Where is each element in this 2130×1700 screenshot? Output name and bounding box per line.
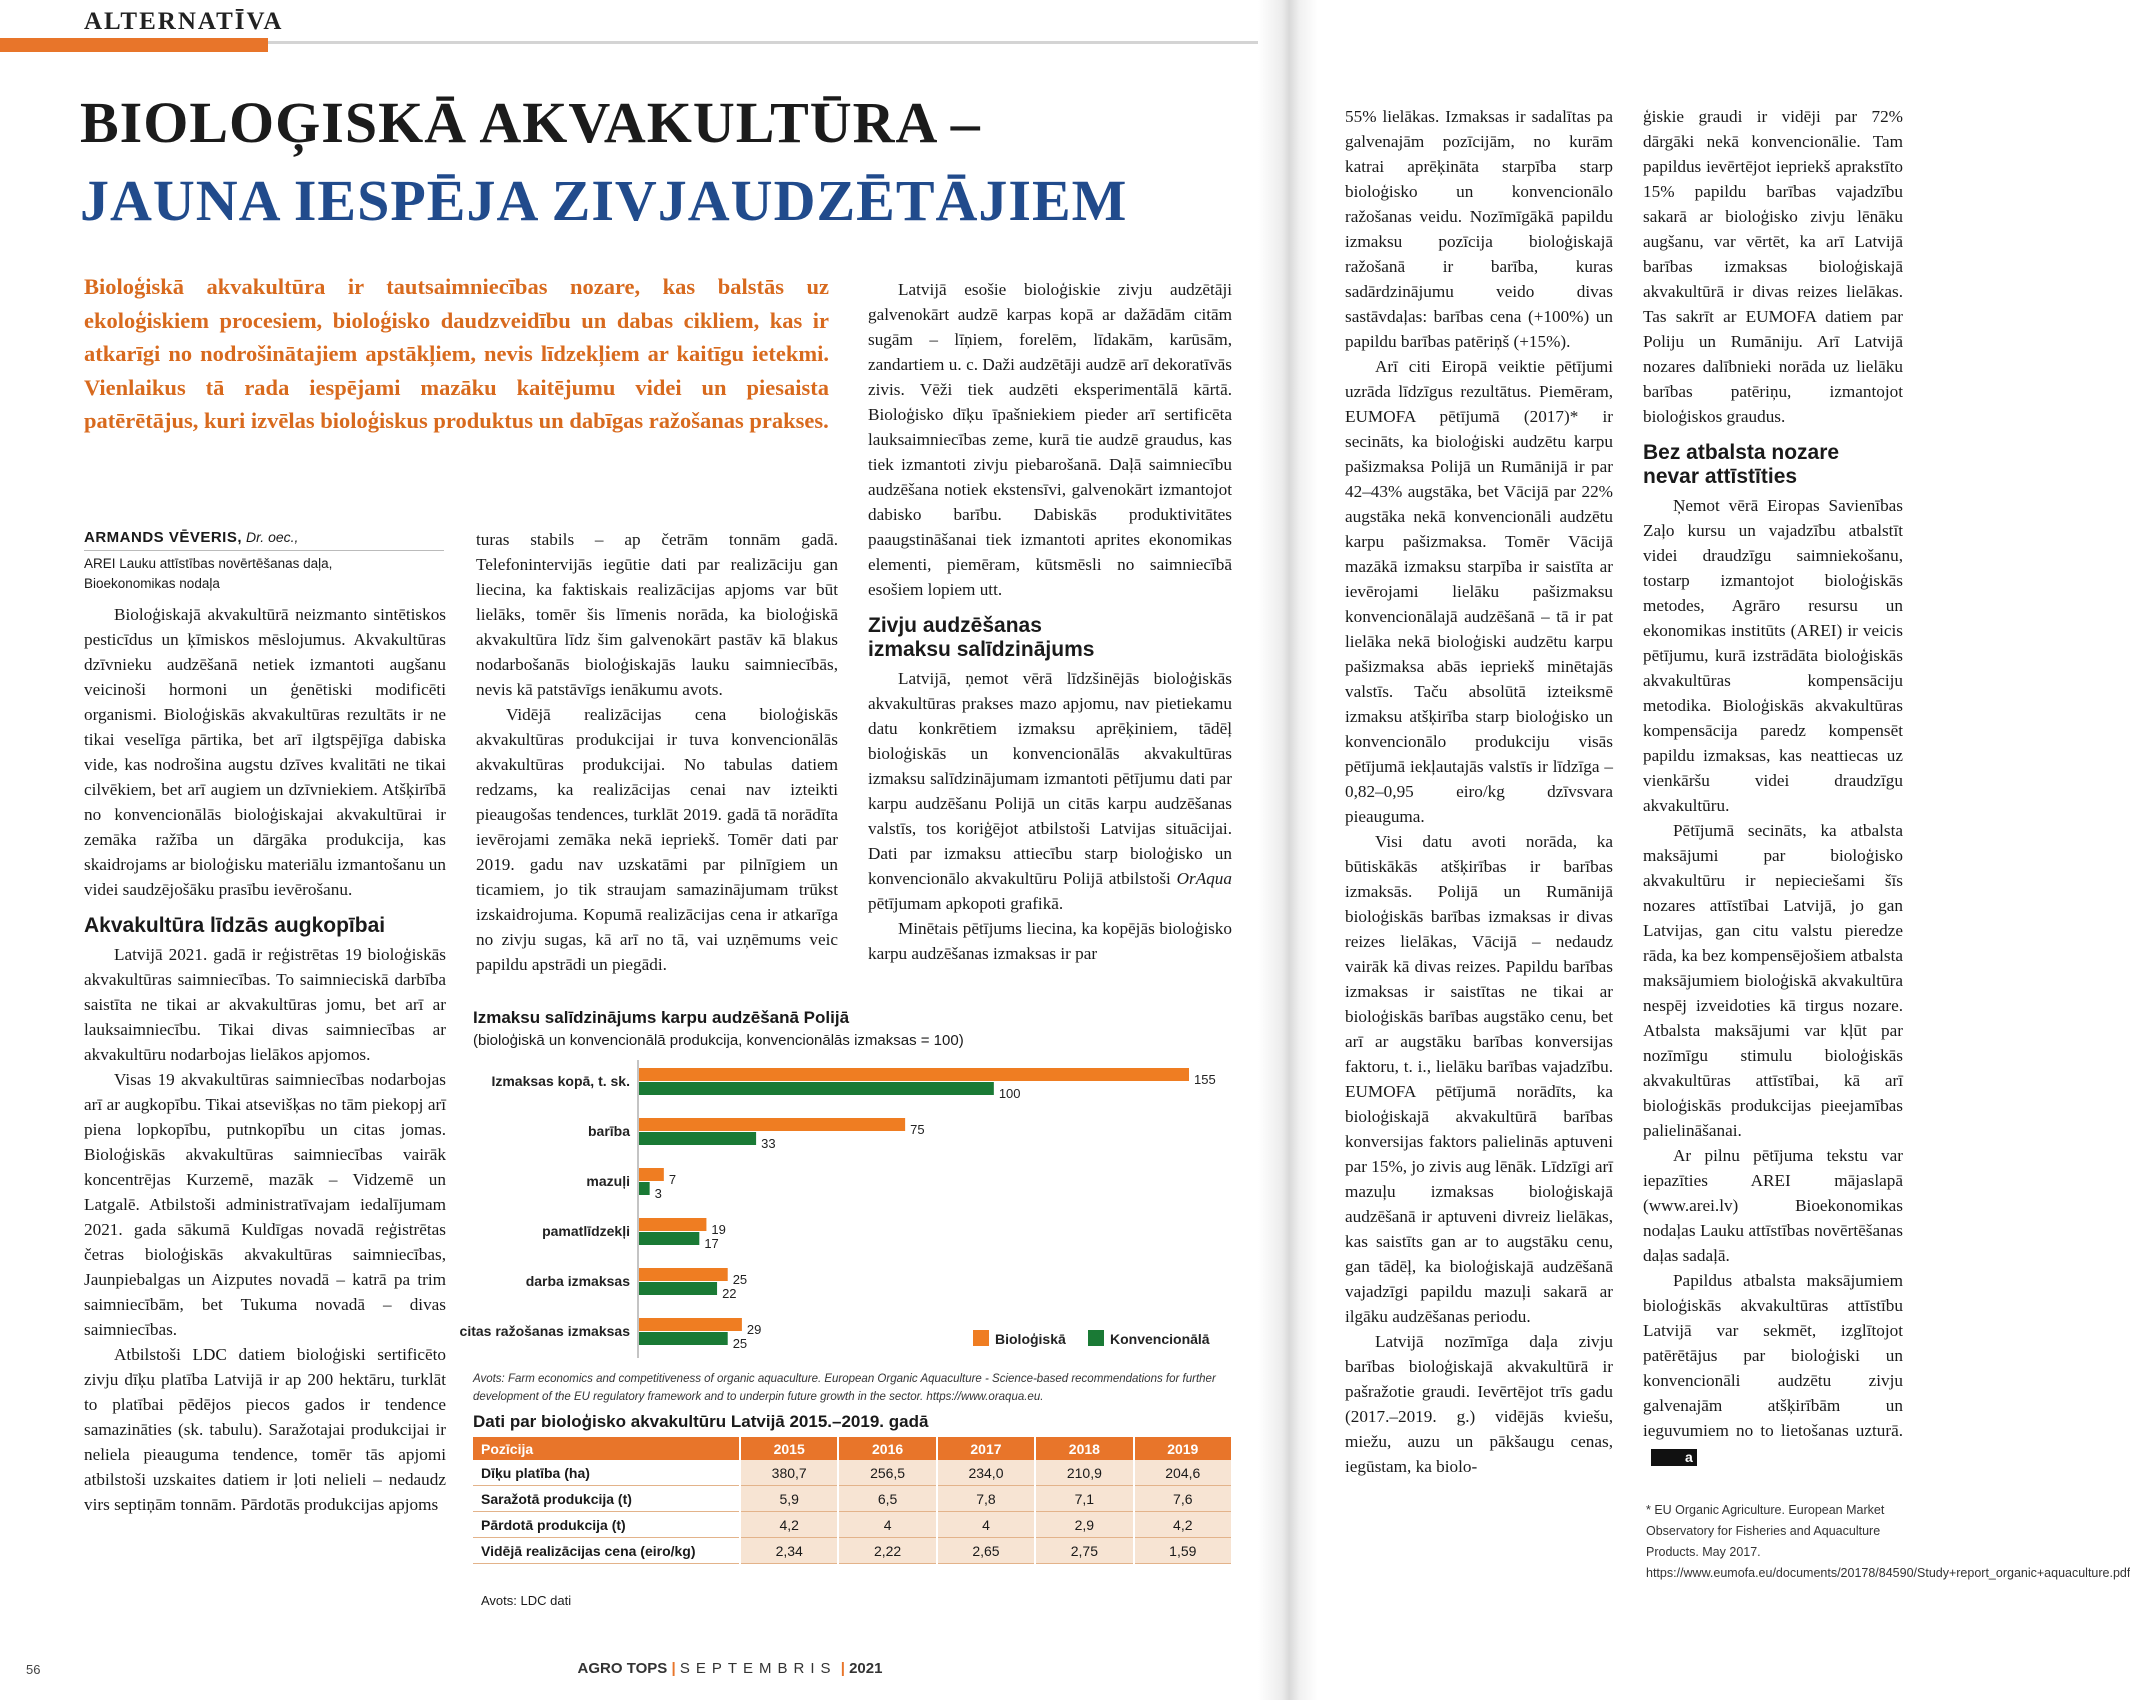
magazine-name: AGRO TOPS xyxy=(577,1660,668,1677)
author-name: ARMANDS VĒVERIS, xyxy=(84,529,243,546)
text-column-1 xyxy=(84,602,446,1517)
bar-value-label: 7 xyxy=(668,1172,677,1187)
bar-conventional xyxy=(639,1332,728,1345)
section-tag-bar xyxy=(0,38,268,52)
category-label: mazuļi xyxy=(586,1173,630,1189)
author-org-1: AREI Lauku attīstības novērtēšanas daļa, xyxy=(84,556,333,571)
table-row xyxy=(473,1538,1232,1564)
table-cell: 204,6 xyxy=(1134,1460,1232,1486)
bar-value-label: 155 xyxy=(1194,1072,1216,1087)
table-cell: 380,7 xyxy=(740,1460,838,1486)
category-label: citas ražošanas izmaksas xyxy=(459,1323,630,1339)
table-source: Avots: LDC dati xyxy=(481,1593,572,1608)
chart-title: Izmaksu salīdzinājums karpu audzēšanā Polijā xyxy=(473,1008,850,1027)
section-rule xyxy=(268,41,1258,44)
table-header-row xyxy=(473,1437,1232,1460)
subheading: Zivju audzēšanas izmaksu salīdzinājums xyxy=(868,614,1095,661)
oraqua-label: OrAqua xyxy=(1176,869,1232,888)
bar-value-label: 29 xyxy=(746,1322,762,1337)
bar-value-label: 25 xyxy=(732,1272,748,1287)
table-header-year: 2015 xyxy=(740,1437,838,1460)
footnote: * EU Organic Agriculture. European Market Observatory for Fisheries and Aquaculture Products. May 2017. https://www.eumofa.eu/documents/20178/84590/Study+report_organic+aquaculture.pdf xyxy=(1646,1503,2130,1580)
table-cell: 2,9 xyxy=(1035,1512,1133,1538)
table-cell: 234,0 xyxy=(937,1460,1035,1486)
paragraph: Latvijā 2021. gadā ir reģistrētas 19 bioloģiskās akvakultūras saimniecības. To saimnieciskā darbība saistīta ne tikai ar akvakultūras jomu, bet arī ar lauksaimniecību. Tikai divas saimniecības ar akvakultūru nodarbojas lielākos apjomos. xyxy=(84,945,446,1064)
bar-value-label: 75 xyxy=(910,1122,925,1137)
paragraph: Vidējā realizācijas cena bioloģiskās akvakultūras produkcijai ir tuva konvencionālās akvakultūras produkcijai. No tabulas datiem redzams, ka realizācijas cenai nav izteikti pieaugošas tendences, turklāt 2019. gadā tā norādīta ievērojami zemāka nekā iepriekš. Tomēr dati par 2019. gadu nav uzskatāmi par pilnīgiem un ticamiem, jo tik straujam samazinājumam trūkst izskaidrojuma. Kopumā realizācijas cena ir atkarīga no zivju sugas, kā arī no tā, vai uzņēmums veic papildu apstrādi un piegādi. xyxy=(476,705,838,974)
end-mark-logo: a xyxy=(1651,1449,1697,1466)
bar-value-label: 22 xyxy=(722,1286,737,1301)
bar-value-label: 100 xyxy=(998,1086,1021,1101)
table-row-label: Vidējā realizācijas cena (eiro/kg) xyxy=(473,1538,740,1564)
table-cell: 5,9 xyxy=(740,1486,838,1512)
cost-comparison-chart xyxy=(459,1058,1233,1368)
legend-label: Konvencionālā xyxy=(1110,1331,1210,1347)
paragraph: Ņemot vērā Eiropas Savienības Zaļo kursu un vajadzību atbalstīt videi draudzīgu saimniekošanu, tostarp izmantojot bioloģiskās metodes, Agrāro resursu un ekonomikas institūts (AREI) ir veicis pētījumu, kurā izstrādāta bioloģiskās akvakultūras kompensāciju metodika. Bioloģiskās akvakultūras kompensācija paredz kompensēt papildu izmaksas, kas neattiecas uz vienkāršu videi draudzīgu akvakultūru. xyxy=(1643,496,1903,815)
issue-month: SEPTEMBRIS xyxy=(679,1660,837,1677)
table-header-year: 2017 xyxy=(937,1437,1035,1460)
category-label: Izmaksas kopā, t. sk. xyxy=(491,1073,630,1089)
table-header-year: 2018 xyxy=(1035,1437,1133,1460)
paragraph: 55% lielākas. Izmaksas ir sadalītas pa galvenajām pozīcijām, no kurām katrai aprēķināta starpība starp bioloģisko un konvencionālo ražošanas veidu. Nozīmīgākā papildu izmaksu pozīcija bioloģiskajā ražošanā ir barība, kuras sadārdzinājumu veido divas sastāvdaļas: barības cena (+100%) un papildu barības patēriņš (+15%). xyxy=(1345,107,1613,351)
bar-biological xyxy=(639,1168,664,1181)
table-cell: 1,59 xyxy=(1134,1538,1232,1564)
paragraph: Papildus atbalsta maksājumiem bioloģiskās akvakultūras attīstību Latvijā var sekmēt, izglītojot patērētājus par bioloģiski un konvencionāli audzētu zivju galvenajām atšķirībām un ieguvumiem no to lietošanas uzturā.a xyxy=(1643,1271,1903,1465)
paragraph: Minētais pētījums liecina, ka kopējās bioloģisko karpu audzēšanas izmaksas ir par xyxy=(868,919,1232,963)
legend-swatch xyxy=(973,1330,989,1346)
table-header-year: 2016 xyxy=(838,1437,936,1460)
footer-separator: | xyxy=(671,1660,676,1677)
table-cell: 2,22 xyxy=(838,1538,936,1564)
subheading: Akvakultūra līdzās augkopībai xyxy=(84,914,386,937)
section-tag: ALTERNATĪVA xyxy=(84,8,284,35)
author-org-2: Bioekonomikas nodaļa xyxy=(84,576,220,591)
issue-year: 2021 xyxy=(849,1660,883,1677)
table-header-year: 2019 xyxy=(1134,1437,1232,1460)
bar-biological xyxy=(639,1218,706,1231)
table-cell: 4,2 xyxy=(740,1512,838,1538)
chart-source: Avots: Farm economics and competitiveness of organic aquaculture. European Organic Aquaculture - Science-based recommendations for further development of the EU regulatory framework and to underpin future growth in the sector. https://www.oraqua.eu. xyxy=(473,1373,1216,1403)
legend-swatch xyxy=(1088,1330,1104,1346)
table-row xyxy=(473,1512,1232,1538)
bar-conventional xyxy=(639,1182,650,1195)
table-title: Dati par bioloģisko akvakultūru Latvijā 2015.–2019. gadā xyxy=(473,1412,929,1431)
table-cell: 7,1 xyxy=(1035,1486,1133,1512)
table-cell: 4,2 xyxy=(1134,1512,1232,1538)
bar-conventional xyxy=(639,1282,717,1295)
table-row xyxy=(473,1460,1232,1486)
lead-paragraph: Bioloģiskā akvakultūra ir tautsaimniecības nozare, kas balstās uz ekoloģiskiem procesiem, bioloģisko daudzveidību un dabas cikliem, kas ir atkarīgi no nodrošinātajiem apstākļiem, nevis līdzekļiem ar kaitīgu ietekmi. Vienlaikus tā rada iespējami mazāku kaitējumu videi un piesaista patērētājus, kuri izvēlas bioloģiskus produktus un dabīgas ražošanas prakses. xyxy=(84,274,829,433)
headline-line-1: BIOLOĢISKĀ AKVAKULTŪRA – xyxy=(80,90,981,155)
table-cell: 256,5 xyxy=(838,1460,936,1486)
paragraph: turas stabils – ap četrām tonnām gadā. Telefonintervijās iegūtie dati par realizāciju gan liecina, ka faktiskais realizācijas apjoms var būt lielāks, tomēr šis līmenis norāda, ka bioloģiskā akvakultūra līdz šim galvenokārt pastāv kā blakus nodarbošanās bioloģiskajās lauku saimniecībās, nevis kā patstāvīgs ienākumu avots. xyxy=(476,530,838,699)
bar-conventional xyxy=(639,1082,994,1095)
text-column-2 xyxy=(476,527,838,977)
paragraph: Arī citi Eiropā veiktie pētījumi uzrāda līdzīgus rezultātus. Piemēram, EUMOFA pētījumā (2017)* ir secināts, ka bioloģiski audzētu karpu pašizmaksa Polijā un Rumānijā ir par 42–43% augstāka, bet Vācijā par 22% augstāka nekā konvencionāli audzētu karpu pašizmaksa. Tomēr Vācijā mazākā izmaksu starpība ir saistīta ar ievērojami lielāku pašizmaksu konvencionālajā audzēšanā – tā ir pat lielāka nekā bioloģiski audzētu karpu pašizmaksa abās iepriekš minētajās valstīs. Taču absolūtā izteiksmē izmaksu atšķirība starp bioloģisko un konvencionālo produkciju visās pētījumā iekļautajās valstīs ir līdzīga – 0,82–0,95 eiro/kg dzīvsvara pieauguma. xyxy=(1345,357,1613,826)
table-row-label: Saražotā produkcija (t) xyxy=(473,1486,740,1512)
bar-biological xyxy=(639,1268,728,1281)
headline-line-2: JAUNA IESPĒJA ZIVJAUDZĒTĀJIEM xyxy=(80,168,1128,233)
page-fold xyxy=(1258,0,1318,1700)
table-cell: 7,6 xyxy=(1134,1486,1232,1512)
paragraph: Latvijā nozīmīga daļa zivju barības bioloģiskajā akvakultūrā ir pašražotie graudi. Ievērtējot trīs gadu (2017.–2019. g.) vidējās kviešu, miežu, auzu un pākšaugu cenas, iegūstam, ka biolo- xyxy=(1345,1332,1613,1476)
paragraph: Visas 19 akvakultūras saimniecības nodarbojas arī ar augkopību. Tikai atsevišķas no tām piekopj arī piena lopkopību, putnkopību un citas jomas. Bioloģiskās akvakultūras saimniecības vairāk koncentrējas Kurzemē, mazāk – Vidzemē un Latgalē. Atbilstoši administratīvajam iedalījumam 2021. gada sākumā Kuldīgas novadā reģistrētas četras bioloģiskās akvakultūras saimniecības, Jaunpiebalgas un Aizputes novadā – katrā pa trim saimniecībām, bet Tukuma novadā – divas saimniecības. xyxy=(84,1070,446,1339)
bar-value-label: 17 xyxy=(704,1236,719,1251)
bar-biological xyxy=(639,1118,905,1131)
table-cell: 2,75 xyxy=(1035,1538,1133,1564)
category-label: barība xyxy=(587,1123,630,1139)
aquaculture-data-table xyxy=(473,1437,1233,1564)
table-cell: 210,9 xyxy=(1035,1460,1133,1486)
subheading: Bez atbalsta nozare nevar attīstīties xyxy=(1643,441,1840,488)
page-number: 56 xyxy=(26,1662,41,1677)
bar-biological xyxy=(639,1068,1189,1081)
text-column-4 xyxy=(1345,104,1613,1479)
table-cell: 2,34 xyxy=(740,1538,838,1564)
bar-value-label: 3 xyxy=(654,1186,662,1201)
author-degree: Dr. oec., xyxy=(246,529,299,545)
table-cell: 6,5 xyxy=(838,1486,936,1512)
legend-label: Bioloģiskā xyxy=(995,1331,1066,1347)
bar-conventional xyxy=(639,1232,699,1245)
footer-separator: | xyxy=(840,1660,845,1677)
bar-value-label: 25 xyxy=(732,1336,748,1351)
table-header-position: Pozīcija xyxy=(473,1437,740,1460)
paragraph: Latvijā esošie bioloģiskie zivju audzētāji galvenokārt audzē karpas kopā ar dažādām citām sugām – līņiem, forelēm, līdakām, karūsām, zandartiem u. c. Daži audzētāji audzē arī dekoratīvās zivis. Vēži tiek audzēti eksperimentālā kārtā. Bioloģisko dīķu īpašniekiem pieder arī sertificēta lauksaimniecības zeme, kurā tie audzē graudus, kas tiek izmantoti zivju piebarošanā. Daļā saimniecību audzēšana notiek ekstensīvi, galvenokārt izmantojot dabisko barību. Dabiskās produktivitātes paaugstināšanai tiek izmantoti aprites ekonomikas elementi, piemēram, kūtsmēsli no saimniecībā esošiem lopiem utt. xyxy=(868,280,1232,599)
bar-value-label: 33 xyxy=(761,1136,776,1151)
chart-subtitle: (bioloģiskā un konvencionālā produkcija, konvencionālās izmaksas = 100) xyxy=(473,1032,964,1049)
table-cell: 4 xyxy=(937,1512,1035,1538)
paragraph: Latvijā, ņemot vērā līdzšinējās bioloģiskās akvakultūras prakses mazo apjomu, nav pietiekamu datu konkrētiem izmaksu aprēķiniem, tādēļ bioloģiskās un konvencionālās akvakultūras izmaksu salīdzinājumam izmantoti pētījumu dati par karpu audzēšanu Polijā un citās karpu audzēšanas valstīs, tos koriģējot atbilstoši Latvijas situācijai. Dati par izmaksu attiecību starp bioloģisko un konvencionālo akvakultūru Polijā atbilstoši OrAqua pētījumam apkopoti grafikā. xyxy=(868,669,1232,913)
text-column-5 xyxy=(1643,104,1903,1468)
footer-magazine xyxy=(400,1660,1060,1677)
paragraph: Pētījumā secināts, ka atbalsta maksājumi par bioloģisko akvakultūru ir nepieciešami šīs nozares attīstībai Latvijā, jo gan Latvijas, gan citu valstu pieredze rāda, ka bez kompensējošiem atbalsta maksājumiem bioloģiskā akvakultūra nespēj izveidoties kā tirgus nozare. Atbalsta maksājumi var kļūt par nozīmīgu stimulu bioloģiskās akvakultūras attīstībai, kā arī bioloģiskās produkcijas pieejamības palielināšanai. xyxy=(1643,821,1903,1140)
text-column-3 xyxy=(868,277,1232,966)
bar-conventional xyxy=(639,1132,756,1145)
table-cell: 7,8 xyxy=(937,1486,1035,1512)
category-label: darba izmaksas xyxy=(525,1273,630,1289)
paragraph: Bioloģiskajā akvakultūrā neizmanto sintētiskos pesticīdus un ķīmiskos mēslojumus. Akvakultūras dzīvnieku audzēšanā netiek izmantoti augšanu veicinoši hormoni un ģenētiski modificēti organismi. Bioloģiskās akvakultūras rezultāts ir ne tikai veselīga pārtika, bet arī ilgtspējīga dabiska vide, kas nodrošina augstu dzīves kvalitāti ne tikai cilvēkiem, bet arī augiem un dzīvniekiem. Atšķirībā no konvencionālās bioloģiskajai akvakultūrai ir zemāka ražība un dārgāka produkcija, kas skaidrojams ar bioloģisku materiālu izmantošanu un videi saudzējošāku prasību ievērošanu. xyxy=(84,605,446,899)
paragraph: ģiskie graudi ir vidēji par 72% dārgāki nekā konvencionālie. Tam papildus ievērtējot iepriekš aprakstīto 15% papildu barības vajadzību sakarā ar bioloģisko zivju lēnāku augšanu, var vērtēt, ka arī Latvijā barības izmaksas bioloģiskajā akvakultūrā ir divas reizes lielākas. Tas sakrīt ar EUMOFA datiem par Poliju un Rumāniju. Arī Latvijā nozares dalībnieki norāda uz lielāku barības patēriņu, izmantojot bioloģiskos graudus. xyxy=(1643,107,1903,426)
table-row-label: Pārdotā produkcija (t) xyxy=(473,1512,740,1538)
table-row-label: Dīķu platība (ha) xyxy=(473,1460,740,1486)
paragraph: Visi datu avoti norāda, ka būtiskākās atšķirības ir barības izmaksās. Polijā un Rumānijā bioloģiskās barības izmaksas ir divas reizes lielākas, Vācijā – nedaudz vairāk kā divas reizes. Papildu barības izmaksas ir saistītas ne tikai ar bioloģiskās barības augstāko cenu, bet arī ar augstāku barības konversijas faktoru, t. i., lielāku barības vajadzību. EUMOFA pētījumā norādīts, ka bioloģiskajā akvakultūrā barības konversijas faktors palielinās aptuveni par 15%, jo zivis aug lēnāk. Līdzīgi arī mazuļu izmaksas bioloģiskajā audzēšanā ir aptuveni divreiz lielākas, kas saistīts gan ar to augstāku cenu, gan tādēļ, ka bioloģiskajā audzēšanā vajadzīgi papildu mazuļi sakarā ar ilgāku audzēšanas periodu. xyxy=(1345,832,1613,1326)
paragraph: Atbilstoši LDC datiem bioloģiski sertificēto zivju dīķu platība Latvijā ir ap 200 hektāru, turklāt to platībai pēdējos piecos gados ir tendence samazināties (sk. tabulu). Saražotajai produkcijai ir neliela pieauguma tendence, tomēr tās apjomi atbilstoši uzskaites datiem ir ļoti nelieli – nedaudz virs septiņām tonnām. Pārdotās produkcijas apjoms xyxy=(84,1345,446,1514)
table-row xyxy=(473,1486,1232,1512)
bar-value-label: 19 xyxy=(711,1222,726,1237)
category-label: pamatlīdzekļi xyxy=(542,1223,630,1239)
table-cell: 2,65 xyxy=(937,1538,1035,1564)
paragraph: Ar pilnu pētījuma tekstu var iepazīties AREI mājaslapā (www.arei.lv) Bioekonomikas nodaļas Lauku attīstības novērtēšanas daļas sadaļā. xyxy=(1643,1146,1903,1265)
table-cell: 4 xyxy=(838,1512,936,1538)
bar-biological xyxy=(639,1318,742,1331)
author-block xyxy=(84,529,444,594)
